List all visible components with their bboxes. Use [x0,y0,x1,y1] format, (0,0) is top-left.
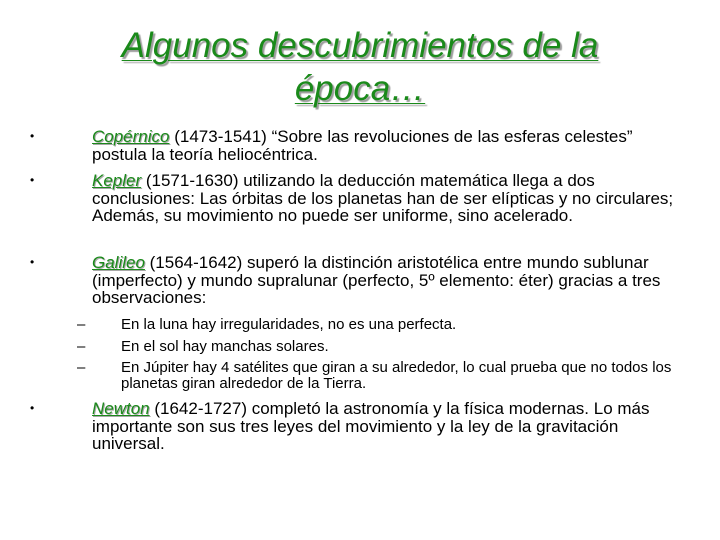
bullet-name-kepler: Kepler [92,171,142,190]
dash-marker: – [77,359,86,376]
bullet-copernico [30,127,682,164]
bullet-kepler [30,171,682,225]
bullet-text-kepler: (1571-1630) utilizando la deducción matemática llega a dos conclusiones: Las órbitas de los planetas han de ser elípticas y no circulares; Además, su movimiento no puede ser uniforme, sino acelerado. [92,171,674,225]
bullet-text-galileo: (1564-1642) superó la distinción aristotélica entre mundo sublunar (imperfecto) y mundo supralunar (perfecto, 5º elemento: éter) gracias a tres observaciones: [92,253,661,307]
bullet-text-copernico: (1473-1541) “Sobre las revoluciones de las esferas celestes” postula la teoría heliocéntrica. [92,127,633,164]
dash-marker: – [77,316,86,333]
sub-bullet-text-1: En la luna hay irregularidades, no es una perfecta. [121,316,457,333]
bullet-marker: • [30,173,35,187]
bullet-name-copernico: Copérnico [92,127,170,146]
bullet-marker: • [30,401,35,415]
bullet-name-galileo: Galileo [92,253,145,272]
sub-bullet-text-3: En Júpiter hay 4 satélites que giran a su alrededor, lo cual prueba que no todos los planetas giran alrededor de la Tierra. [121,359,672,392]
bullet-marker: • [30,129,35,143]
sub-bullet-1 [77,316,681,333]
bullet-name-newton: Newton [92,399,150,418]
bullet-text-newton: (1642-1727) completó la astronomía y la física modernas. Lo más importante son sus tres leyes del movimiento y la ley de la gravitación universal. [92,399,650,453]
bullet-newton [30,399,682,453]
bullet-galileo [30,253,682,307]
slide-title: Algunos descubrimientos de la época… [121,26,599,108]
sub-bullet-2 [77,338,681,355]
bullet-marker: • [30,255,35,269]
sub-bullet-text-2: En el sol hay manchas solares. [121,338,329,355]
dash-marker: – [77,338,86,355]
sub-bullet-3 [77,359,681,392]
